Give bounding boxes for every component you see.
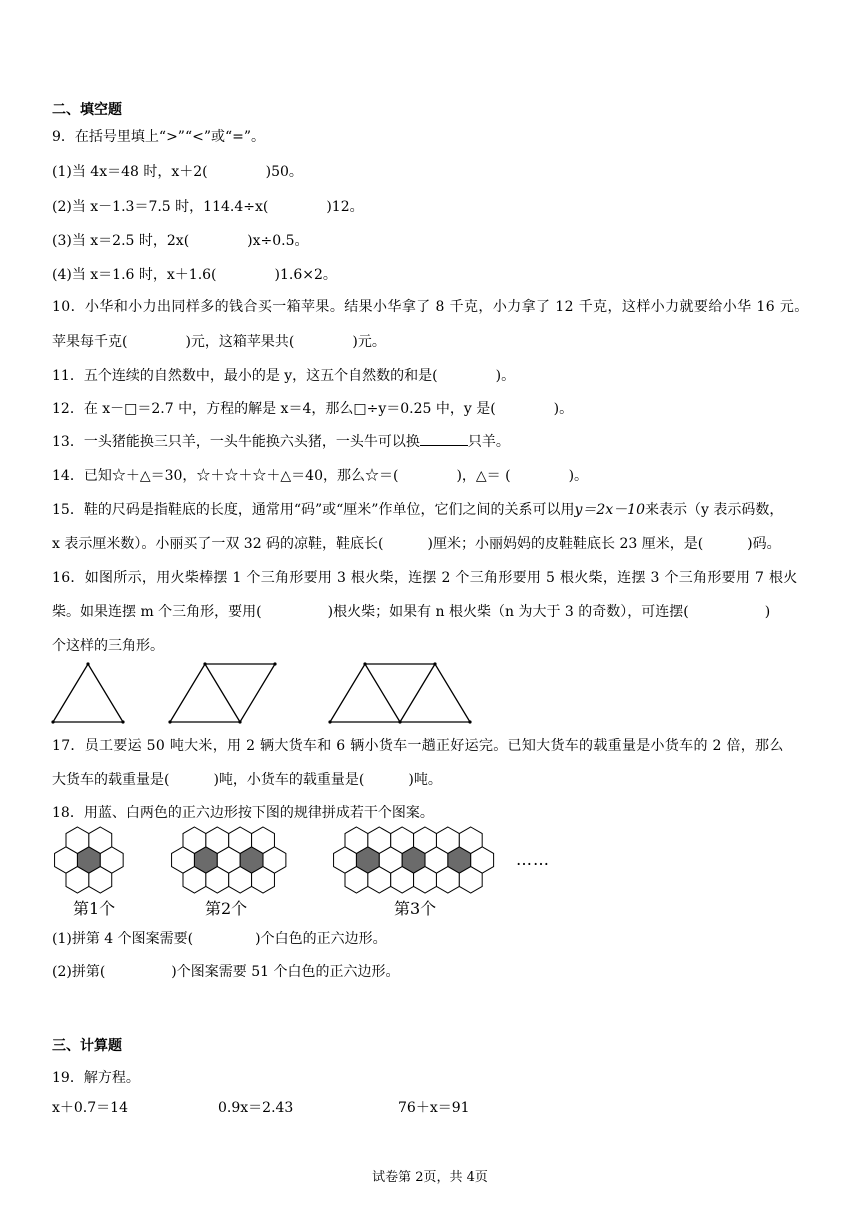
q9-stem: 9．在括号里填上“>”“<”或“=”。 (52, 129, 266, 145)
white-hexagon-p3 (459, 827, 482, 853)
white-hexagon-p2 (183, 867, 206, 893)
white-hexagon-p3 (391, 827, 414, 853)
section-heading-calc: 三、计算题 (52, 1038, 122, 1054)
white-hexagon-p3 (368, 867, 391, 893)
q15-line2: x 表示厘米数）。小丽买了一双 32 码的凉鞋，鞋底长( )厘米；小丽妈妈的皮鞋鞋底长 23 厘米，是( )码。 (52, 536, 781, 552)
white-hexagon-p2 (217, 847, 240, 873)
q18-stem: 18．用蓝、白两色的正六边形按下图的规律拼成若干个图案。 (52, 805, 434, 821)
white-hexagon-p1 (89, 867, 112, 893)
white-hexagon-p3 (414, 827, 437, 853)
q18-part2: (2)拼第( )个图案需要 51 个白色的正六边形。 (52, 964, 400, 980)
q19-equation-2: 0.9x＝2.43 (218, 1100, 294, 1116)
white-hexagon-p2 (229, 867, 252, 893)
blue-hexagon-p2 (194, 847, 217, 873)
white-hexagon-p3 (436, 827, 459, 853)
q17-line2: 大货车的载重量是( )吨，小货车的载重量是( )吨。 (52, 772, 442, 788)
q19-equation-3: 76＋x＝91 (398, 1100, 470, 1116)
q16-line2: 柴。如果连摆 m 个三角形，要用( )根火柴；如果有 n 根火柴（n 为大于 3 的奇数），可连摆( ) (52, 604, 771, 620)
q15-formula: y＝2x－10 (574, 502, 645, 518)
blue-hexagon-p2 (240, 847, 263, 873)
q13-answer-line (420, 433, 468, 446)
white-hexagon-p2 (206, 827, 229, 853)
q9-part2: (2)当 x－1.3＝7.5 时，114.4÷x( )12。 (52, 199, 364, 215)
white-hexagon-p2 (172, 847, 195, 873)
q13: 13．一头猪能换三只羊，一头牛能换六头猪，一头牛可以换 只羊。 (52, 434, 510, 450)
white-hexagon-p2 (206, 867, 229, 893)
blue-hexagon-p3 (448, 847, 471, 873)
white-hexagon-p3 (436, 867, 459, 893)
hex-caption-1: 第1个 (73, 899, 116, 918)
q19-equation-1: x＋0.7＝14 (52, 1100, 128, 1116)
white-hexagon-p2 (229, 827, 252, 853)
q16-line3: 个这样的三角形。 (52, 638, 164, 654)
white-hexagon-p1 (66, 867, 89, 893)
triangle-figure-3 (330, 664, 470, 722)
blue-hexagon-p1 (77, 847, 100, 873)
q10-line1: 10．小华和小力出同样多的钱合买一箱苹果。结果小华拿了 8 千克，小力拿了 12 千克，这样小力就要给小华 16 元。 (52, 299, 809, 315)
q18-part1: (1)拼第 4 个图案需要( )个白色的正六边形。 (52, 931, 387, 947)
white-hexagon-p1 (100, 847, 123, 873)
white-hexagon-p1 (89, 827, 112, 853)
hex-ellipsis: …… (516, 850, 550, 869)
blue-hexagon-p3 (356, 847, 379, 873)
q9-part4: (4)当 x＝1.6 时，x＋1.6( )1.6×2。 (52, 267, 337, 283)
white-hexagon-p1 (66, 827, 89, 853)
white-hexagon-p3 (334, 847, 357, 873)
white-hexagon-p2 (252, 827, 275, 853)
white-hexagon-p3 (368, 827, 391, 853)
q15-line1: 15．鞋的尺码是指鞋底的长度，通常用“码”或“厘米”作单位，它们之间的关系可以用y＝2x－10来表示（y 表示码数， (52, 502, 784, 518)
white-hexagon-p3 (345, 827, 368, 853)
white-hexagon-p1 (55, 847, 78, 873)
section-heading-fill-blank: 二、填空题 (52, 102, 122, 118)
q14: 14．已知☆＋△＝30，☆＋☆＋☆＋△＝40，那么☆＝( )，△＝ ( )。 (52, 468, 589, 484)
page-footer: 试卷第 2页，共 4页 (372, 1170, 488, 1185)
white-hexagon-p3 (425, 847, 448, 873)
triangle-figure-1 (53, 664, 123, 722)
hex-caption-2: 第2个 (205, 899, 248, 918)
white-hexagon-p2 (263, 847, 286, 873)
q17-line1: 17．员工要运 50 吨大米，用 2 辆大货车和 6 辆小货车一趟正好运完。已知大货车的载重量是小货车的 2 倍，那么 (52, 738, 784, 754)
white-hexagon-p3 (459, 867, 482, 893)
q9-part1: (1)当 4x＝48 时，x＋2( )50。 (52, 164, 303, 180)
q16-line1: 16．如图所示，用火柴棒摆 1 个三角形要用 3 根火柴，连摆 2 个三角形要用 5 根火柴，连摆 3 个三角形要用 7 根火 (52, 570, 798, 586)
triangle-figure-2 (170, 664, 275, 722)
hex-caption-3: 第3个 (394, 899, 437, 918)
q12: 12．在 x－□＝2.7 中，方程的解是 x＝4，那么□÷y＝0.25 中，y 是( )。 (52, 401, 574, 417)
q11: 11．五个连续的自然数中，最小的是 y，这五个自然数的和是( )。 (52, 368, 516, 384)
white-hexagon-p3 (391, 867, 414, 893)
white-hexagon-p3 (414, 867, 437, 893)
blue-hexagon-p3 (402, 847, 425, 873)
q9-part3: (3)当 x＝2.5 时，2x( )x÷0.5。 (52, 233, 309, 249)
white-hexagon-p3 (471, 847, 494, 873)
q19-stem: 19．解方程。 (52, 1070, 140, 1086)
white-hexagon-p2 (183, 827, 206, 853)
q10-line2: 苹果每千克( )元，这箱苹果共( )元。 (52, 334, 386, 350)
white-hexagon-p2 (252, 867, 275, 893)
white-hexagon-p3 (345, 867, 368, 893)
white-hexagon-p3 (379, 847, 402, 873)
